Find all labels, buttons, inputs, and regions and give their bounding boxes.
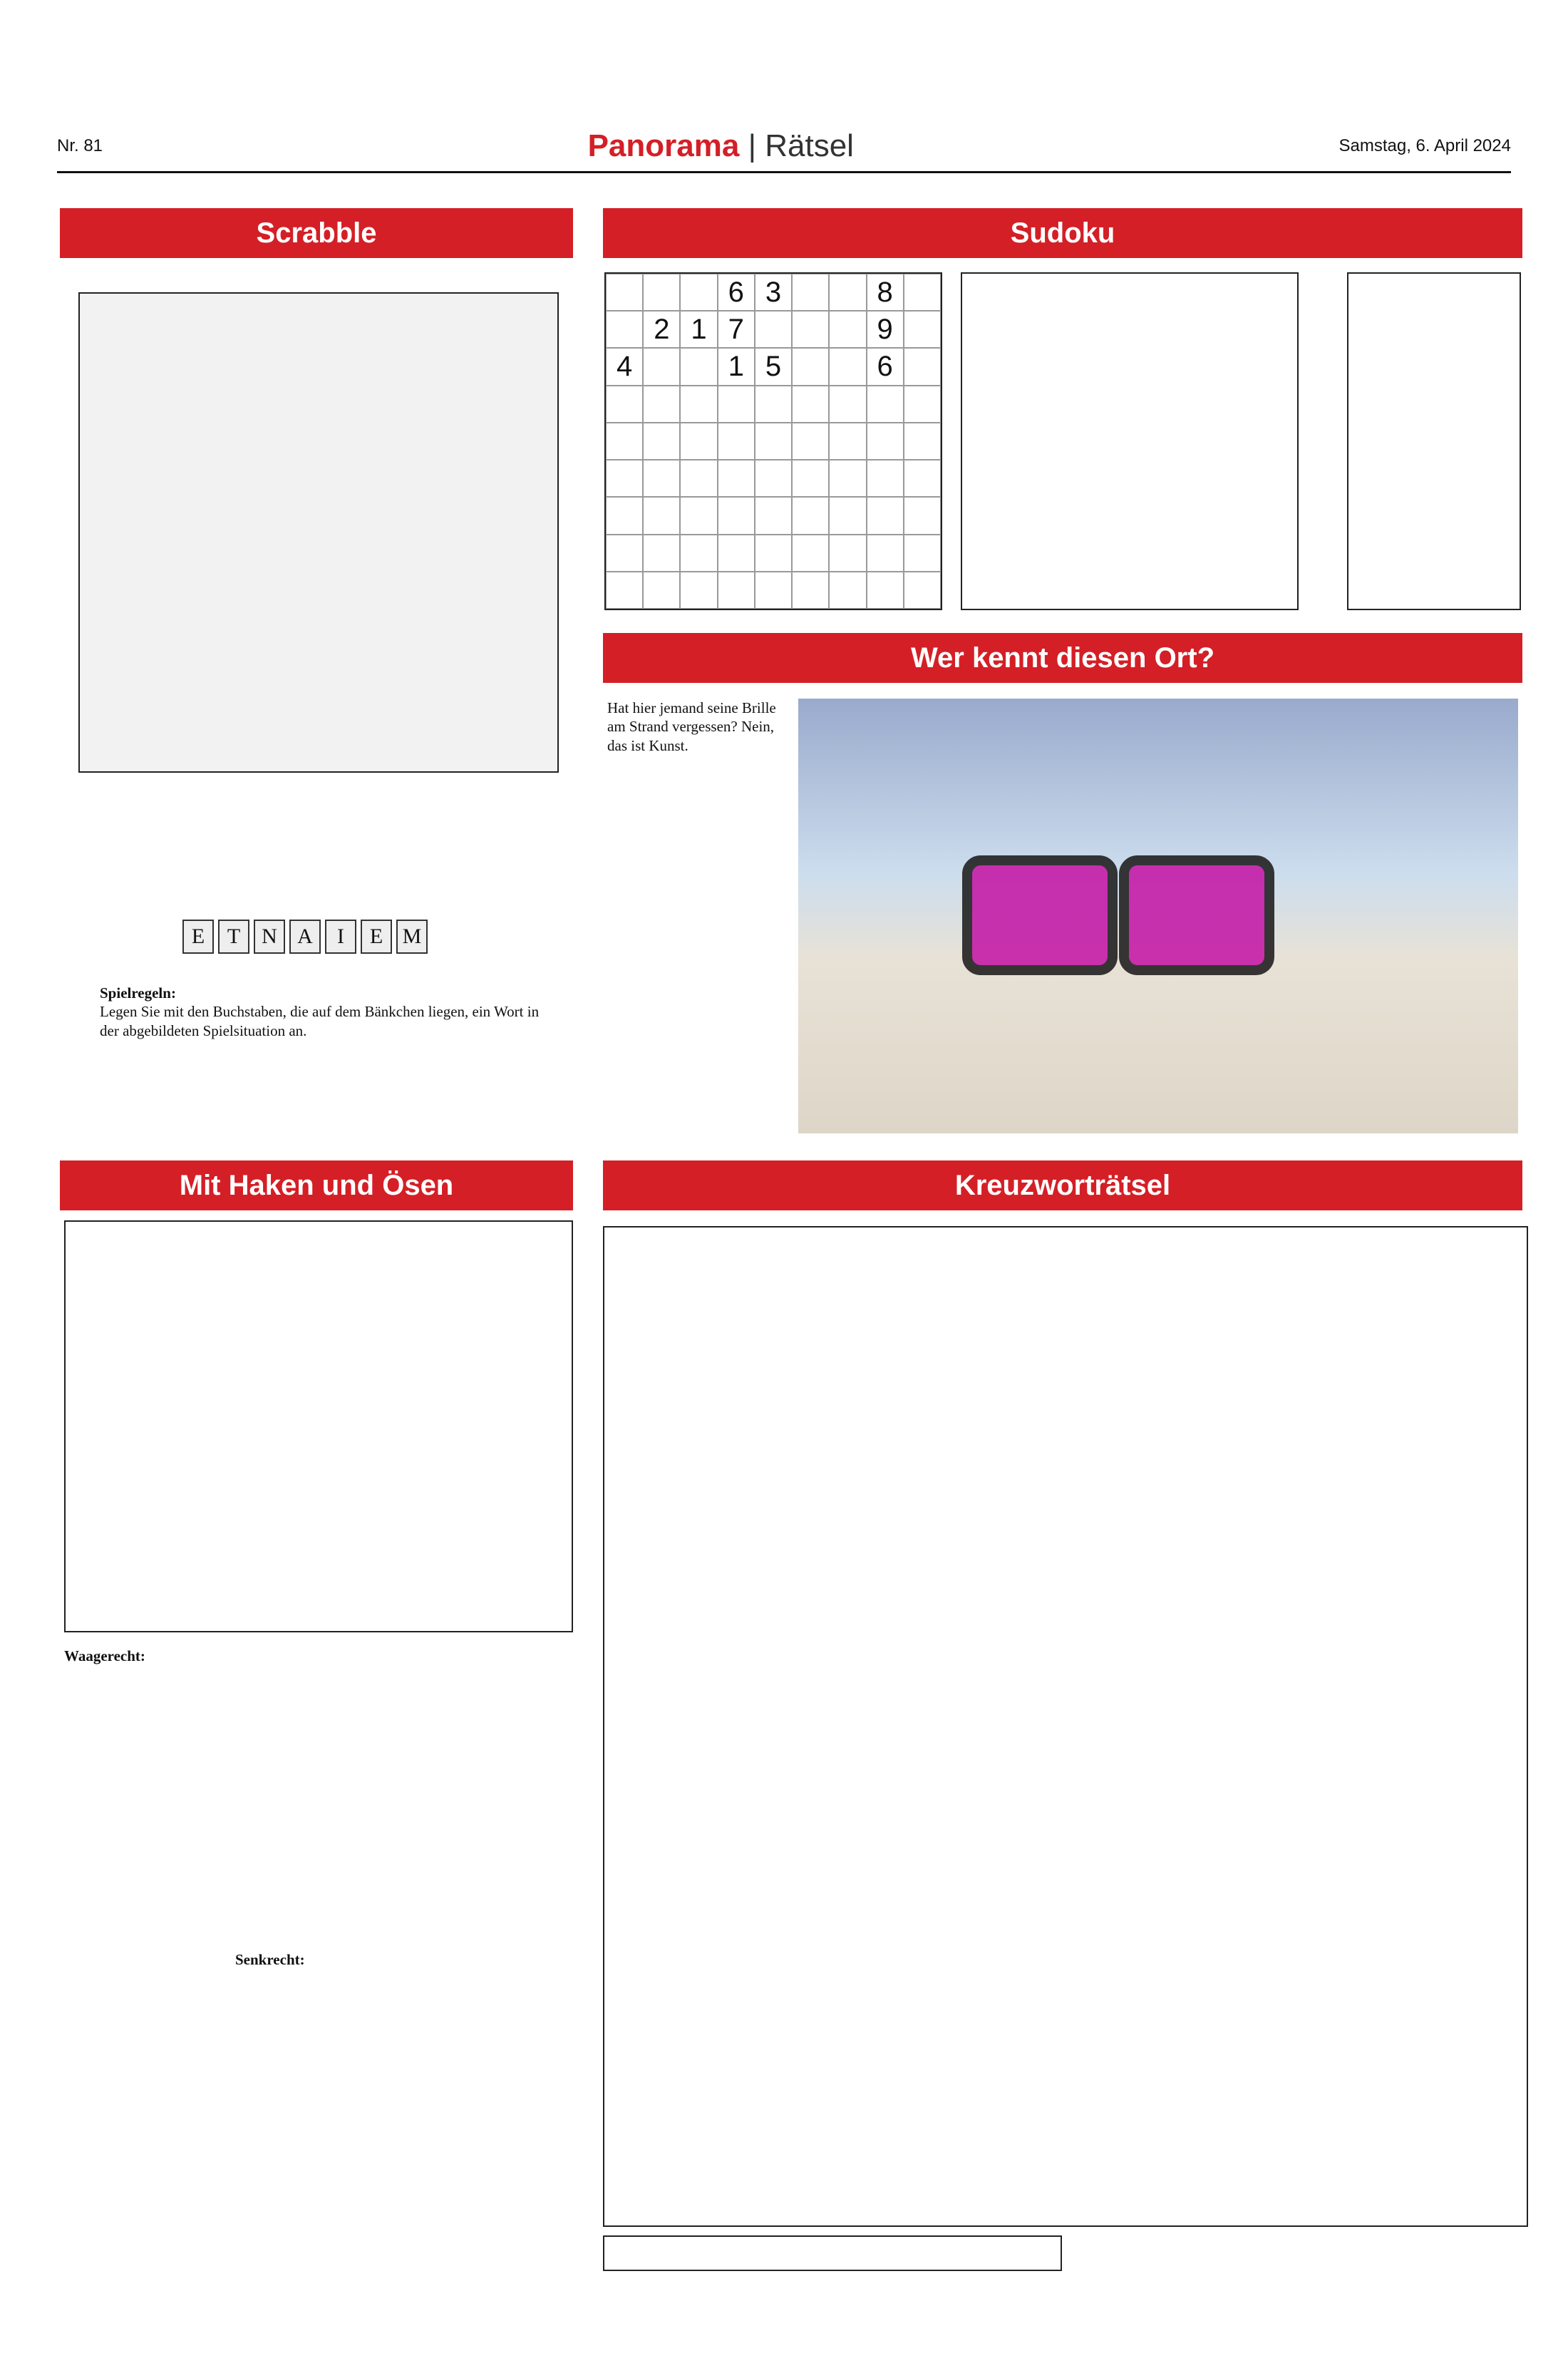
- sudoku-cell: 1: [680, 311, 717, 348]
- issue-number: Nr. 81: [57, 136, 103, 155]
- letter-rack: [182, 920, 428, 954]
- sudoku-cell: [643, 386, 680, 423]
- sudoku-cell: [904, 535, 941, 572]
- sudoku-cell: [867, 423, 904, 460]
- solution-strip: [603, 2235, 1062, 2271]
- rack-tile: E: [361, 920, 392, 954]
- sudoku-cell: [792, 535, 829, 572]
- sudoku-cell: [606, 423, 643, 460]
- scrabble-board: [78, 292, 559, 773]
- sudoku-cell: [904, 572, 941, 609]
- sudoku-cell: [904, 348, 941, 385]
- sudoku-cell: [680, 497, 717, 534]
- sudoku-cell: [904, 311, 941, 348]
- sudoku-cell: [792, 386, 829, 423]
- sudoku-cell: 1: [718, 348, 755, 385]
- sudoku-cell: [680, 535, 717, 572]
- sudoku-solution: [1347, 272, 1521, 610]
- rack-tile: T: [218, 920, 249, 954]
- sudoku-cell: [718, 386, 755, 423]
- sudoku-cell: 5: [755, 348, 792, 385]
- sudoku-cell: [718, 497, 755, 534]
- senkrecht-title: Senkrecht:: [235, 1951, 305, 1968]
- sudoku-cell: 4: [606, 348, 643, 385]
- sudoku-grid-2: [961, 272, 1299, 610]
- sudoku-cell: [904, 460, 941, 497]
- waagerecht-title: Waagerecht:: [64, 1647, 145, 1664]
- haken-grid: [64, 1220, 573, 1632]
- sudoku-cell: [606, 274, 643, 311]
- sudoku-cell: [643, 274, 680, 311]
- section-title: Panorama | Rätsel: [587, 128, 854, 163]
- sudoku-cell: [755, 311, 792, 348]
- sudoku-cell: [606, 497, 643, 534]
- rack-tile: N: [254, 920, 285, 954]
- sudoku-cell: [680, 274, 717, 311]
- sudoku-cell: [829, 386, 866, 423]
- sudoku-cell: [904, 423, 941, 460]
- sudoku-cell: [867, 572, 904, 609]
- sudoku-cell: [755, 572, 792, 609]
- masthead: [57, 121, 1511, 173]
- sudoku-cell: [643, 460, 680, 497]
- rack-tile: I: [325, 920, 356, 954]
- sudoku-cell: [680, 572, 717, 609]
- sudoku-cell: [867, 535, 904, 572]
- sudoku-cell: 7: [718, 311, 755, 348]
- sudoku-cell: [792, 348, 829, 385]
- sudoku-cell: [829, 423, 866, 460]
- sudoku-cell: [829, 274, 866, 311]
- rack-tile: A: [289, 920, 321, 954]
- sudoku-cell: [643, 535, 680, 572]
- sudoku-cell: [755, 423, 792, 460]
- sudoku-cell: [718, 535, 755, 572]
- sudoku-cell: [867, 386, 904, 423]
- sudoku-cell: [792, 311, 829, 348]
- sudoku-cell: [606, 460, 643, 497]
- sudoku-cell: 6: [718, 274, 755, 311]
- sudoku-cell: [755, 497, 792, 534]
- sudoku-cell: [904, 274, 941, 311]
- sudoku-cell: [792, 460, 829, 497]
- sudoku-cell: 2: [643, 311, 680, 348]
- sudoku-cell: [792, 423, 829, 460]
- sudoku-cell: [718, 572, 755, 609]
- sudoku-cell: [680, 348, 717, 385]
- ort-text: Hat hier jemand seine Brille am Strand vergessen? Nein, das ist Kunst.: [607, 699, 776, 754]
- rack-tile: E: [182, 920, 214, 954]
- sudoku-cell: 9: [867, 311, 904, 348]
- sudoku-cell: [829, 497, 866, 534]
- sudoku-cell: [792, 274, 829, 311]
- kreuzwort-grid: [603, 1226, 1528, 2227]
- scrabble-header: Scrabble: [60, 208, 573, 258]
- sudoku-cell: [606, 535, 643, 572]
- sudoku-cell: [792, 497, 829, 534]
- kreuz-header: Kreuzworträtsel: [603, 1160, 1522, 1210]
- sudoku-cell: [755, 460, 792, 497]
- sudoku-cell: 3: [755, 274, 792, 311]
- haken-header: Mit Haken und Ösen: [60, 1160, 573, 1210]
- sudoku-grid-1: [604, 272, 942, 610]
- sudoku-cell: [643, 423, 680, 460]
- sudoku-cell: [755, 386, 792, 423]
- sudoku-cell: [829, 572, 866, 609]
- sudoku-cell: [829, 348, 866, 385]
- sudoku-cell: [904, 386, 941, 423]
- sudoku-cell: [718, 460, 755, 497]
- sudoku-cell: [643, 497, 680, 534]
- sudoku-cell: [755, 535, 792, 572]
- glasses-lens-right: [1119, 855, 1274, 975]
- sudoku-header: Sudoku: [603, 208, 1522, 258]
- rack-tile: M: [396, 920, 428, 954]
- issue-date: Samstag, 6. April 2024: [1339, 136, 1511, 155]
- sudoku-cell: [829, 460, 866, 497]
- sudoku-cell: [904, 497, 941, 534]
- sudoku-cell: [643, 572, 680, 609]
- sudoku-cell: [829, 311, 866, 348]
- sudoku-cell: [680, 386, 717, 423]
- sudoku-cell: 6: [867, 348, 904, 385]
- sudoku-cell: [829, 535, 866, 572]
- sudoku-cell: [718, 423, 755, 460]
- glasses-lens-left: [962, 855, 1118, 975]
- sudoku-cell: [606, 572, 643, 609]
- scrabble-rules: Spielregeln: Legen Sie mit den Buchstaben, die auf dem Bänkchen liegen, ein Wort in der abgebildeten Spielsituation an.: [100, 984, 540, 1039]
- ort-header: Wer kennt diesen Ort?: [603, 633, 1522, 683]
- sudoku-cell: [680, 460, 717, 497]
- sudoku-cell: [606, 311, 643, 348]
- sudoku-cell: [867, 497, 904, 534]
- beach-photo: [798, 699, 1518, 1133]
- sudoku-cell: [606, 386, 643, 423]
- sudoku-cell: [680, 423, 717, 460]
- sudoku-cell: [792, 572, 829, 609]
- sudoku-cell: [643, 348, 680, 385]
- sudoku-cell: 8: [867, 274, 904, 311]
- sudoku-cell: [867, 460, 904, 497]
